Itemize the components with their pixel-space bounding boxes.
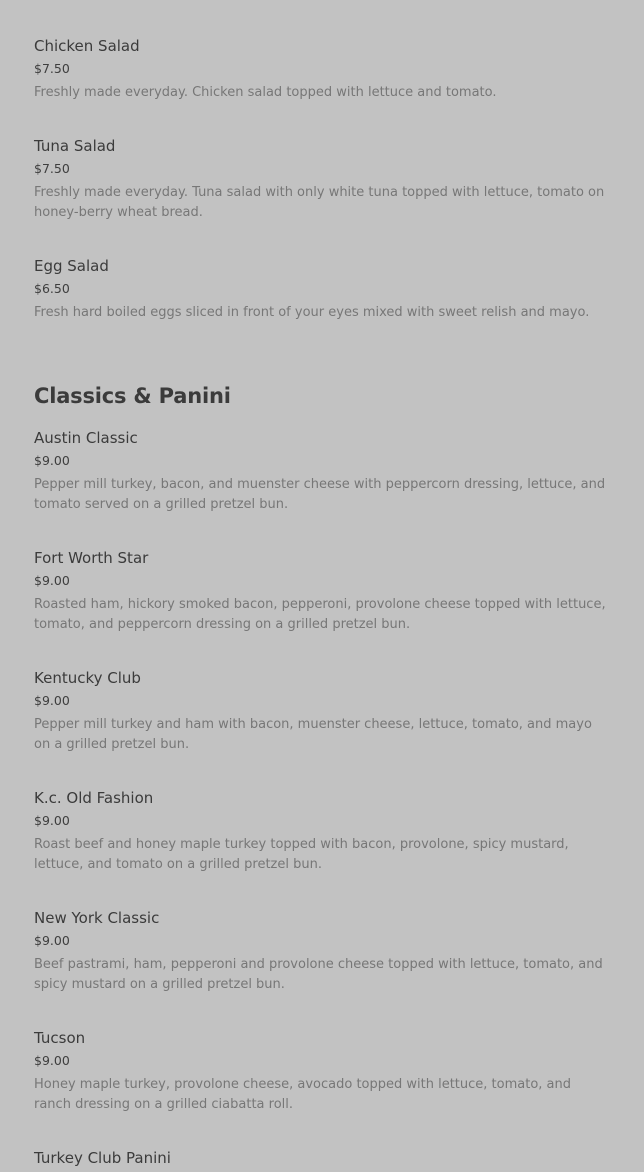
menu-item-price: $9.00 [34,933,70,948]
menu-item[interactable] [34,1028,610,1115]
menu-item-description: Roast beef and honey maple turkey topped with bacon, provolone, spicy mustard, lettuce, and tomato on a grilled pretzel bun. [34,837,569,872]
menu-item-name: Turkey Club Panini [34,1149,171,1167]
menu-item-price: $9.00 [34,1053,70,1068]
menu-item[interactable] [34,136,610,223]
section-title: Classics & Panini [34,384,231,408]
menu-item-price: $7.50 [34,161,70,176]
menu-item-price: $9.00 [34,693,70,708]
menu-item[interactable] [34,428,610,515]
menu-item-name: Tucson [34,1029,86,1047]
menu-item-description: Fresh hard boiled eggs sliced in front of your eyes mixed with sweet relish and mayo. [34,305,590,320]
menu-item-price: $6.50 [34,281,70,296]
menu-item-name: K.c. Old Fashion [34,789,154,807]
menu-item-name: Fort Worth Star [34,549,149,567]
menu-item-description: Pepper mill turkey and ham with bacon, muenster cheese, lettuce, tomato, and mayo on a grilled pretzel bun. [34,717,592,752]
menu-item-price: $9.00 [34,813,70,828]
menu-item-name: Chicken Salad [34,37,140,55]
menu-item-name: New York Classic [34,909,160,927]
menu-item-description: Beef pastrami, ham, pepperoni and provolone cheese topped with lettuce, tomato, and spicy mustard on a grilled pretzel bun. [34,957,603,992]
menu-item-description: Freshly made everyday. Chicken salad topped with lettuce and tomato. [34,85,497,100]
menu-item[interactable] [34,1148,610,1168]
menu-item[interactable] [34,788,610,875]
menu-item-price: $9.00 [34,453,70,468]
menu-item[interactable] [34,668,610,755]
menu-item[interactable] [34,548,610,635]
classics-section [34,383,610,1167]
menu-item[interactable] [34,256,610,323]
menu-item-name: Kentucky Club [34,669,141,687]
menu-item-name: Tuna Salad [34,137,116,155]
menu-item[interactable] [34,36,610,103]
menu-item-price: $7.50 [34,61,70,76]
menu-item[interactable] [34,908,610,995]
menu-item-name: Austin Classic [34,429,138,447]
menu-item-description: Freshly made everyday. Tuna salad with only white tuna topped with lettuce, tomato on honey-berry wheat bread. [34,185,605,220]
menu-item-description: Pepper mill turkey, bacon, and muenster cheese with peppercorn dressing, lettuce, and tomato served on a grilled pretzel bun. [34,477,606,512]
menu-item-description: Honey maple turkey, provolone cheese, avocado topped with lettuce, tomato, and ranch dressing on a grilled ciabatta roll. [34,1077,572,1112]
menu-item-price: $9.00 [34,573,70,588]
menu-item-name: Egg Salad [34,257,109,275]
menu-item-description: Roasted ham, hickory smoked bacon, pepperoni, provolone cheese topped with lettuce, tomato, and peppercorn dressing on a grilled pretzel bun. [34,597,606,632]
